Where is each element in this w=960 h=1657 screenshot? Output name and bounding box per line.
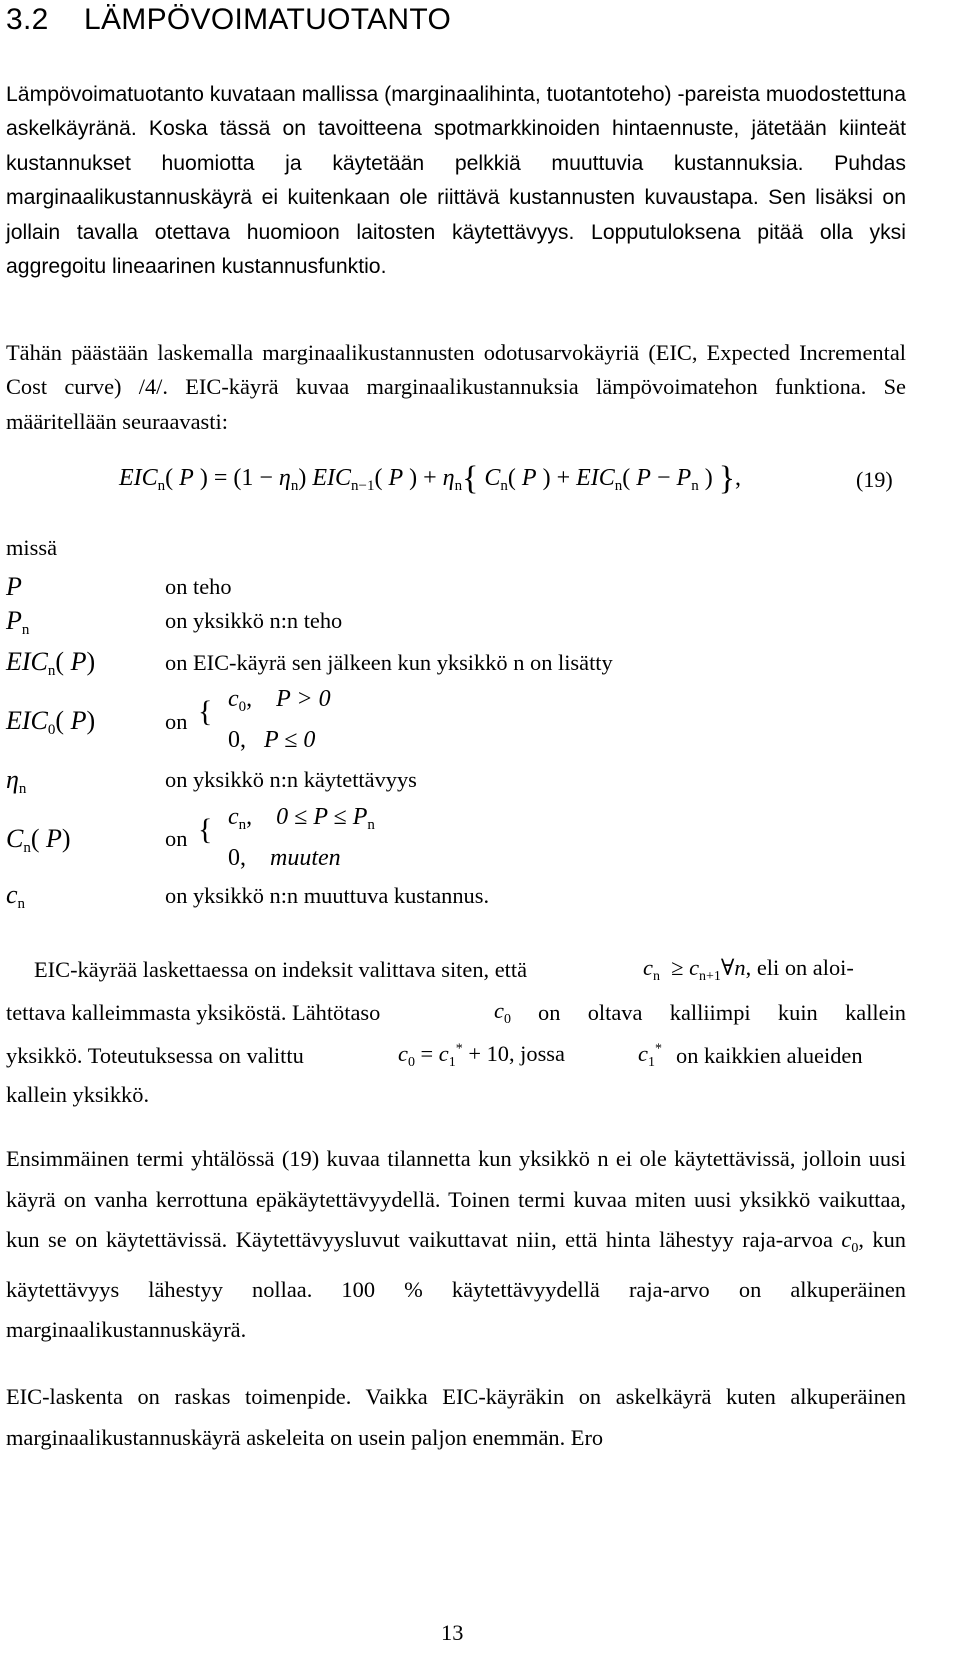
case-EIC0-1: $c_0$, P > 0 <box>228 686 331 715</box>
equation-19 <box>0 456 960 516</box>
case-Cn-1: $c_n$, $0 \le P \le P_n$ <box>228 804 375 833</box>
symbol-eta-n: $\eta_n$ <box>6 765 27 797</box>
symbol-EICn: $EIC_n$( P) <box>6 647 96 679</box>
symbol-Cn: $C_n$( P) <box>6 824 71 856</box>
section-heading <box>6 3 451 37</box>
definition-eta-n: on yksikkö n:n käytettävyys <box>165 767 417 792</box>
definition-cn: on yksikkö n:n muuttuva kustannus. <box>165 883 490 908</box>
cases-brace: { <box>198 813 213 846</box>
symbol-cn: $c_n$ <box>6 880 26 912</box>
where-label: missä <box>6 535 58 560</box>
symbol-EIC0: $EIC_0$( P) <box>6 706 96 738</box>
paragraph-eic-intro: Tähän päästään laskemalla marginaalikustannusten odotusarvokäyriä (EIC, Expected Incremental Cost curve) /4/. EIC-käyrä kuvaa marginaalikustannuksia lämpövoimatehon funktiona. Se määritellään seuraavasti: <box>6 340 906 434</box>
case-EIC0-2: 0, P ≤ 0 <box>228 727 316 753</box>
definition-Cn-on: on <box>165 826 188 851</box>
definition-Pn: on yksikkö n:n teho <box>165 608 343 633</box>
section-title: LÄMPÖVOIMATUOTANTO <box>84 3 452 36</box>
cases-brace: { <box>198 695 213 728</box>
paragraph-term-explanation: Ensimmäinen termi yhtälössä (19) kuvaa tilannetta kun yksikkö n ei ole käytettävissä, jolloin uusi käyrä on vanha kerrottuna epäkäytettävyydellä. Toinen termi kuvaa miten uusi yksikkö vaikuttaa, kun se on käytettävissä. Käytettävyysluvut vaikuttavat niin, että hinta lähestyy raja-arvoa $c_0$, kun käytettävyys lähestyy nollaa. 100 % käytettävyydellä raja-arvo on alkuperäinen marginaalikustannuskäyrä. <box>6 1146 906 1342</box>
section-number: 3.2 <box>6 3 49 36</box>
symbol-Pn: $P_n$ <box>6 606 30 638</box>
paragraph-eic-computation: EIC-laskenta on raskas toimenpide. Vaikka EIC-käyräkin on askelkäyrä kuten alkuperäinen marginaalikustannuskäyrä askeleita on usein paljon enemmän. Ero <box>6 1384 906 1450</box>
definition-EIC0-on: on <box>165 709 188 734</box>
page-number: 13 <box>441 1620 464 1645</box>
paragraph-intro: Lämpövoimatuotanto kuvataan mallissa (marginaalihinta, tuotantoteho) -pareista muodostettuna askelkäyränä. Koska tässä on tavoitteena spotmarkkinoiden hintaennuste, jätetään kiinteät kustannukset huomiotta ja käytetään pelkkiä muuttuvia kustannuksia. Puhdas marginaalikustannuskäyrä ei kuitenkaan ole riittävä kustannusten kuvaustapa. Sen lisäksi on jollain tavalla otettava huomioon laitosten käytettävyys. Lopputuloksena pitää olla yksi aggregoitu lineaarinen kustannusfunktio. <box>6 83 906 279</box>
equation-number: (19) <box>856 467 893 492</box>
symbol-P: P <box>6 572 22 601</box>
definition-P: on teho <box>165 574 232 599</box>
equation-body: $EIC_n$( P ) = $(1 - \eta_n)$ $EIC_{n-1}$( P ) + $\eta_n${ $C_n$( P ) + $EIC_n$( $P - P_n$ ) }, <box>119 460 742 497</box>
case-Cn-2: 0, muuten <box>228 845 341 871</box>
definition-EICn: on EIC-käyrä sen jälkeen kun yksikkö n on lisätty <box>165 650 613 675</box>
